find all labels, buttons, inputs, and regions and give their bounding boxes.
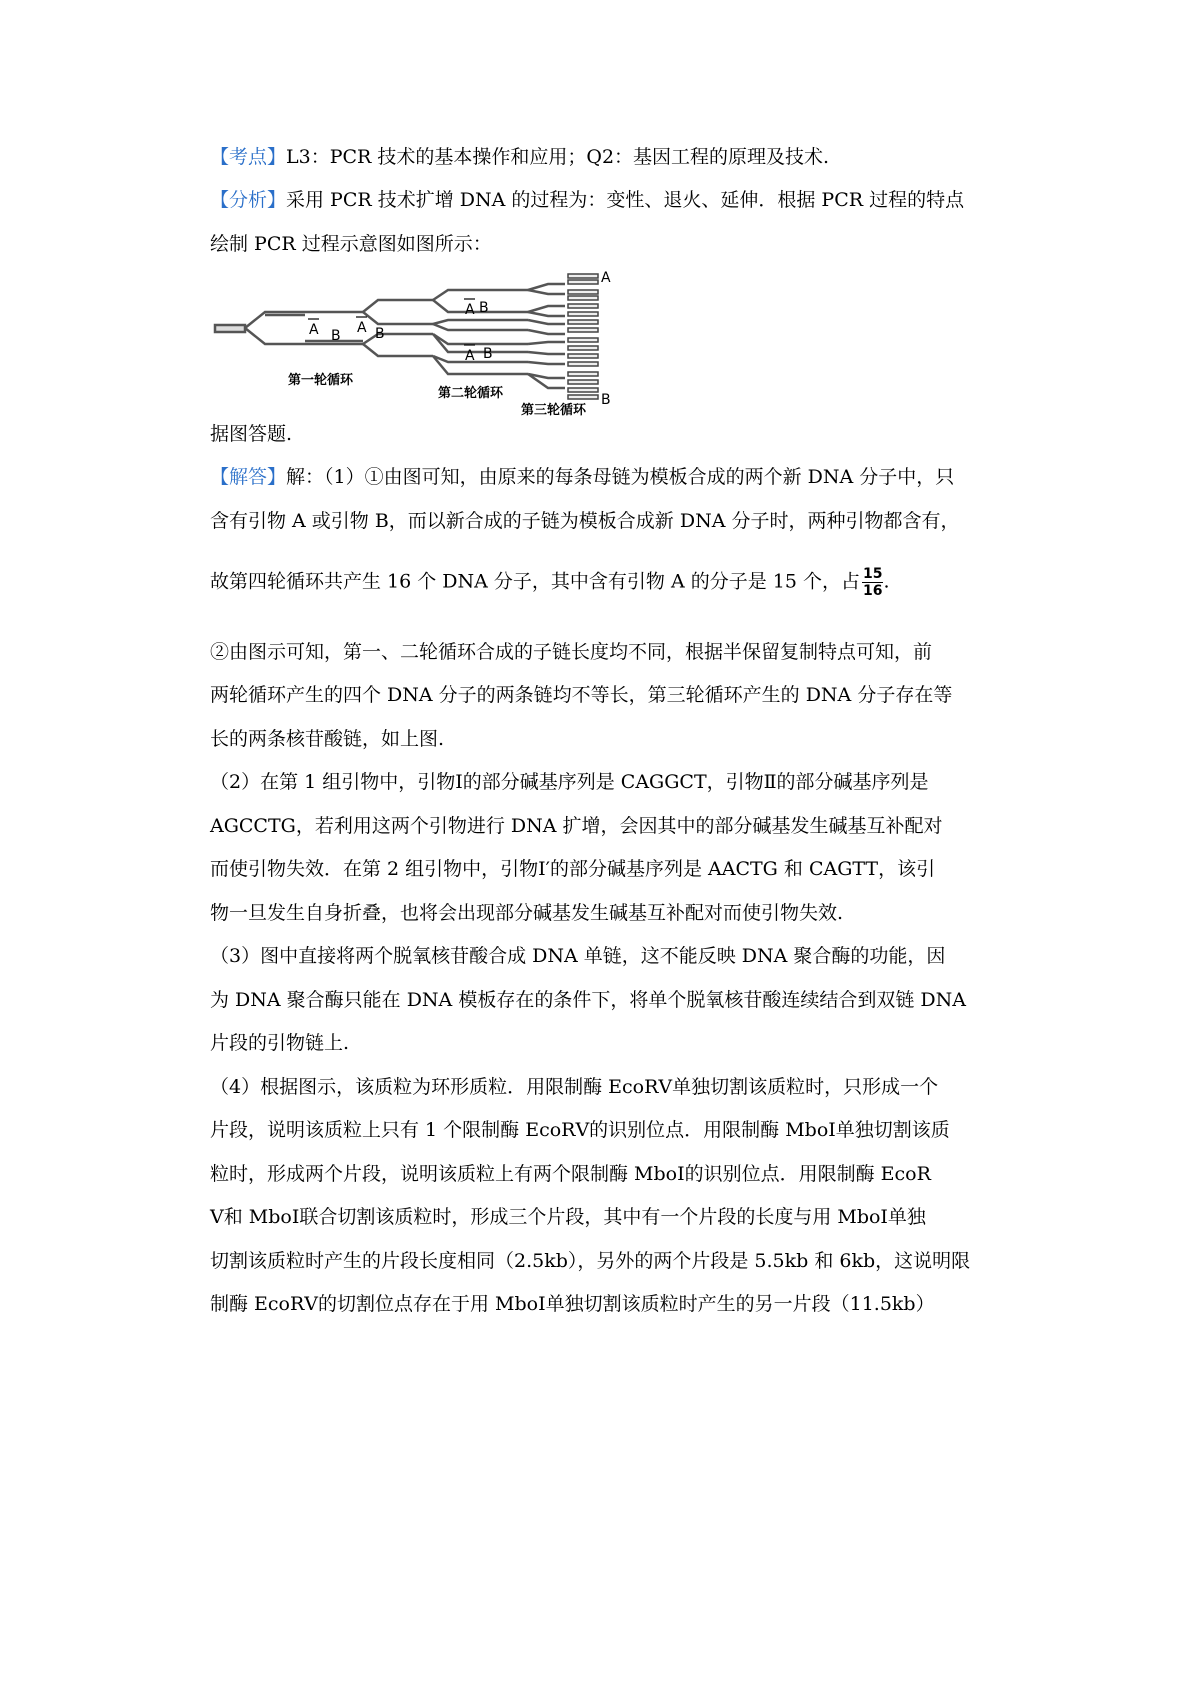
line-text: 而使引物失效．在第 2 组引物中，引物Ⅰ′的部分碱基序列是 AACTG 和 CAGTT，该引: [210, 858, 936, 880]
fraction: [862, 566, 883, 599]
line-text: 采用 PCR 技术扩增 DNA 的过程为：变性、退火、延伸．根据 PCR 过程的特点: [286, 189, 965, 211]
text-line-13: [210, 901, 1010, 925]
text-line-12: [210, 857, 1010, 881]
line-text: Ⅴ和 MboⅠ联合切割该质粒时，形成三个片段，其中有一个片段的长度与用 MboⅠ单独: [210, 1206, 926, 1228]
section-tag-fenxi: 【分析】: [210, 189, 287, 211]
primer-a-label: A: [309, 322, 319, 338]
primer-b-label: B: [601, 392, 611, 408]
text-line-18: [210, 1118, 1010, 1142]
line-text: 切割该质粒时产生的片段长度相同（2.5kb），另外的两个片段是 5.5kb 和 6kb，这说明限: [210, 1250, 971, 1272]
text-line-8: [210, 683, 1010, 707]
text-line-19: [210, 1162, 1010, 1186]
line-text: 两轮循环产生的四个 DNA 分子的两条链均不等长，第三轮循环产生的 DNA 分子存在等: [210, 684, 953, 706]
line-text: 绘制 PCR 过程示意图如图所示：: [210, 233, 492, 255]
text-line-14: [210, 944, 1010, 968]
line-text-end: .: [883, 570, 890, 593]
text-line-16: [210, 1031, 1010, 1055]
line-text: 物一旦发生自身折叠，也将会出现部分碱基发生碱基互补配对而使引物失效.: [210, 902, 844, 924]
fraction-numerator: 15: [862, 566, 883, 582]
section-tag-jieda: 【解答】: [210, 466, 287, 488]
line-text: 故第四轮循环共产生 16 个 DNA 分子，其中含有引物 A 的分子是 15 个，占: [210, 570, 860, 593]
line-text: 片段，说明该质粒上只有 1 个限制酶 EcoRⅤ的识别位点．用限制酶 MboⅠ单独切割该质: [210, 1119, 950, 1141]
primer-a-label: A: [601, 270, 611, 286]
line-text: 制酶 EcoRⅤ的切割位点存在于用 MboⅠ单独切割该质粒时产生的另一片段（11.5kb）: [210, 1293, 935, 1315]
text-line-6: [210, 566, 1010, 599]
line-text: （2）在第 1 组引物中，引物Ⅰ的部分碱基序列是 CAGGCT，引物Ⅱ的部分碱基序列是: [210, 771, 929, 793]
text-line-9: [210, 727, 1010, 751]
text-line-3: [210, 422, 1010, 446]
primer-b-label: B: [483, 346, 493, 362]
text-line-17: [210, 1075, 1010, 1099]
line-text: 据图答题.: [210, 423, 293, 445]
line-text: 含有引物 A 或引物 B，而以新合成的子链为模板合成新 DNA 分子时，两种引物都含有，: [210, 510, 960, 532]
line-text: ②由图示可知，第一、二轮循环合成的子链长度均不同，根据半保留复制特点可知，前: [210, 641, 933, 663]
line-text: 为 DNA 聚合酶只能在 DNA 模板存在的条件下，将单个脱氧核苷酸连续结合到双链 DNA: [210, 989, 966, 1011]
line-text: 片段的引物链上.: [210, 1032, 350, 1054]
text-line-21: [210, 1249, 1010, 1273]
text-line-10: [210, 770, 1010, 794]
primer-a-label: A: [465, 302, 475, 318]
line-text: L3：PCR 技术的基本操作和应用；Q2：基因工程的原理及技术.: [286, 146, 830, 168]
text-line-11: [210, 814, 1010, 838]
line-text: （3）图中直接将两个脱氧核苷酸合成 DNA 单链，这不能反映 DNA 聚合酶的功能，因: [210, 945, 946, 967]
text-line-0: [210, 145, 1010, 169]
line-text: 长的两条核苷酸链，如上图.: [210, 728, 445, 750]
text-line-22: [210, 1292, 1010, 1316]
primer-b-label: B: [331, 328, 341, 344]
line-text: AGCCTG，若利用这两个引物进行 DNA 扩增，会因其中的部分碱基发生碱基互补配对: [210, 815, 943, 837]
text-line-2: [210, 232, 1010, 256]
cycle-2-label: 第二轮循环: [438, 386, 504, 401]
line-text: 粒时，形成两个片段，说明该质粒上有两个限制酶 MboⅠ的识别位点．用限制酶 EcoR: [210, 1163, 931, 1185]
text-line-1: [210, 188, 1010, 212]
fraction-denominator: 16: [862, 583, 883, 599]
primer-b-label: B: [375, 326, 385, 342]
line-text: 解：（1）①由图可知，由原来的每条母链为模板合成的两个新 DNA 分子中，只: [286, 466, 955, 488]
text-line-7: [210, 640, 1010, 664]
section-tag-kaodian: 【考点】: [210, 146, 287, 168]
text-line-20: [210, 1205, 1010, 1229]
primer-a-label: A: [357, 320, 367, 336]
text-line-5: [210, 509, 1010, 533]
cycle-3-label: 第三轮循环: [521, 403, 587, 418]
text-line-15: [210, 988, 1010, 1012]
primer-a-label: A: [465, 348, 475, 364]
cycle-1-label: 第一轮循环: [288, 373, 354, 388]
text-line-4: [210, 465, 1010, 489]
primer-b-label: B: [479, 300, 489, 316]
line-text: （4）根据图示，该质粒为环形质粒．用限制酶 EcoRⅤ单独切割该质粒时，只形成一个: [210, 1076, 939, 1098]
